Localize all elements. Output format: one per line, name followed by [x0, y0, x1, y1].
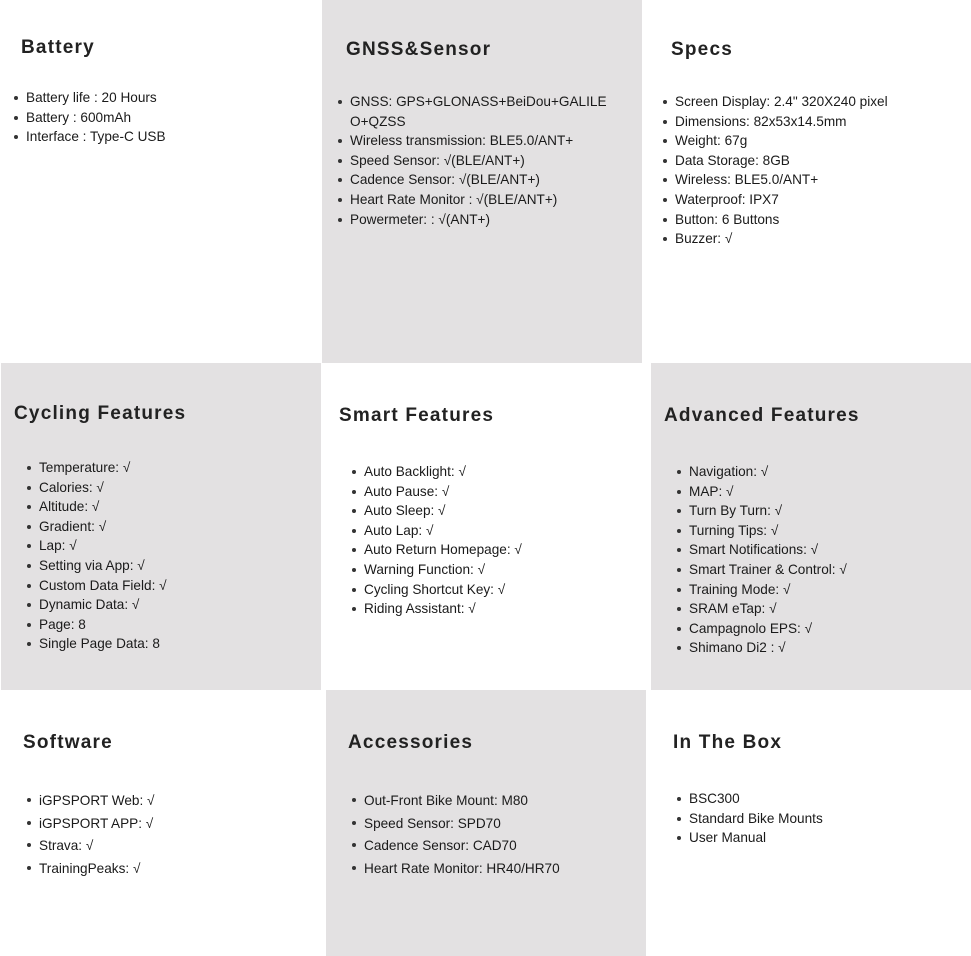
list-item: Battery : 600mAh — [26, 108, 166, 128]
list-item: Battery life : 20 Hours — [26, 88, 166, 108]
list-item: Campagnolo EPS: √ — [689, 619, 847, 639]
list-item: Data Storage: 8GB — [675, 151, 888, 171]
list-item: Button: 6 Buttons — [675, 210, 888, 230]
list-item: Cadence Sensor: √(BLE/ANT+) — [350, 170, 620, 190]
list-item: Heart Rate Monitor: HR40/HR70 — [364, 858, 560, 881]
list-item: Training Mode: √ — [689, 580, 847, 600]
section-advanced-features — [651, 363, 971, 690]
section-title: Battery — [21, 37, 95, 58]
list-item: Temperature: √ — [39, 458, 167, 478]
list-item: Screen Display: 2.4" 320X240 pixel — [675, 92, 888, 112]
list-item: BSC300 — [689, 789, 823, 809]
section-title: Accessories — [348, 732, 474, 753]
list-item: Setting via App: √ — [39, 556, 167, 576]
list-item: Speed Sensor: SPD70 — [364, 813, 560, 836]
list-item: Shimano Di2 : √ — [689, 638, 847, 658]
list-item: Lap: √ — [39, 536, 167, 556]
list-item: SRAM eTap: √ — [689, 599, 847, 619]
list-item: Single Page Data: 8 — [39, 634, 167, 654]
list-item: Waterproof: IPX7 — [675, 190, 888, 210]
section-cycling-features — [1, 363, 321, 690]
list-item: Dynamic Data: √ — [39, 595, 167, 615]
list-item: Weight: 67g — [675, 131, 888, 151]
list-item: Turning Tips: √ — [689, 521, 847, 541]
list-item: Out-Front Bike Mount: M80 — [364, 790, 560, 813]
list-item: Standard Bike Mounts — [689, 809, 823, 829]
list-item: MAP: √ — [689, 482, 847, 502]
section-title: GNSS&Sensor — [346, 39, 492, 60]
list-item: Interface : Type-C USB — [26, 127, 166, 147]
feature-list — [351, 462, 522, 619]
list-item: Strava: √ — [39, 835, 155, 858]
feature-list — [337, 92, 620, 229]
list-item: User Manual — [689, 828, 823, 848]
feature-list — [26, 790, 155, 880]
section-smart-features — [321, 363, 651, 690]
section-title: Advanced Features — [664, 405, 860, 426]
list-item: Dimensions: 82x53x14.5mm — [675, 112, 888, 132]
list-item: Gradient: √ — [39, 517, 167, 537]
section-in-the-box — [646, 690, 971, 956]
section-title: In The Box — [673, 732, 783, 753]
list-item: Smart Notifications: √ — [689, 540, 847, 560]
list-item: Auto Return Homepage: √ — [364, 540, 522, 560]
list-item: Auto Pause: √ — [364, 482, 522, 502]
section-software — [0, 690, 326, 956]
list-item: Auto Sleep: √ — [364, 501, 522, 521]
feature-list — [662, 92, 888, 249]
list-item: iGPSPORT Web: √ — [39, 790, 155, 813]
list-item: Heart Rate Monitor : √(BLE/ANT+) — [350, 190, 620, 210]
feature-list — [676, 789, 823, 848]
section-title: Cycling Features — [14, 403, 187, 424]
list-item: iGPSPORT APP: √ — [39, 813, 155, 836]
list-item: TrainingPeaks: √ — [39, 858, 155, 881]
list-item: Cadence Sensor: CAD70 — [364, 835, 560, 858]
section-specs — [642, 0, 971, 363]
list-item: Riding Assistant: √ — [364, 599, 522, 619]
list-item: Custom Data Field: √ — [39, 576, 167, 596]
list-item: Turn By Turn: √ — [689, 501, 847, 521]
section-title: Software — [23, 732, 113, 753]
list-item: Auto Lap: √ — [364, 521, 522, 541]
section-battery — [0, 0, 322, 363]
section-accessories — [326, 690, 646, 956]
list-item: Speed Sensor: √(BLE/ANT+) — [350, 151, 620, 171]
list-item: Warning Function: √ — [364, 560, 522, 580]
feature-list — [676, 462, 847, 658]
list-item: Cycling Shortcut Key: √ — [364, 580, 522, 600]
feature-list — [13, 88, 166, 147]
section-title: Smart Features — [339, 405, 495, 426]
section-gnss-sensor — [322, 0, 642, 363]
list-item: Wireless transmission: BLE5.0/ANT+ — [350, 131, 620, 151]
list-item: Auto Backlight: √ — [364, 462, 522, 482]
feature-list — [351, 790, 560, 880]
list-item: Powermeter: : √(ANT+) — [350, 210, 620, 230]
list-item: Altitude: √ — [39, 497, 167, 517]
list-item: Buzzer: √ — [675, 229, 888, 249]
list-item: Wireless: BLE5.0/ANT+ — [675, 170, 888, 190]
section-title: Specs — [671, 39, 733, 60]
list-item: GNSS: GPS+GLONASS+BeiDou+GALILEO+QZSS — [350, 92, 615, 131]
list-item: Navigation: √ — [689, 462, 847, 482]
list-item: Calories: √ — [39, 478, 167, 498]
list-item: Page: 8 — [39, 615, 167, 635]
feature-list — [26, 458, 167, 654]
list-item: Smart Trainer & Control: √ — [689, 560, 847, 580]
